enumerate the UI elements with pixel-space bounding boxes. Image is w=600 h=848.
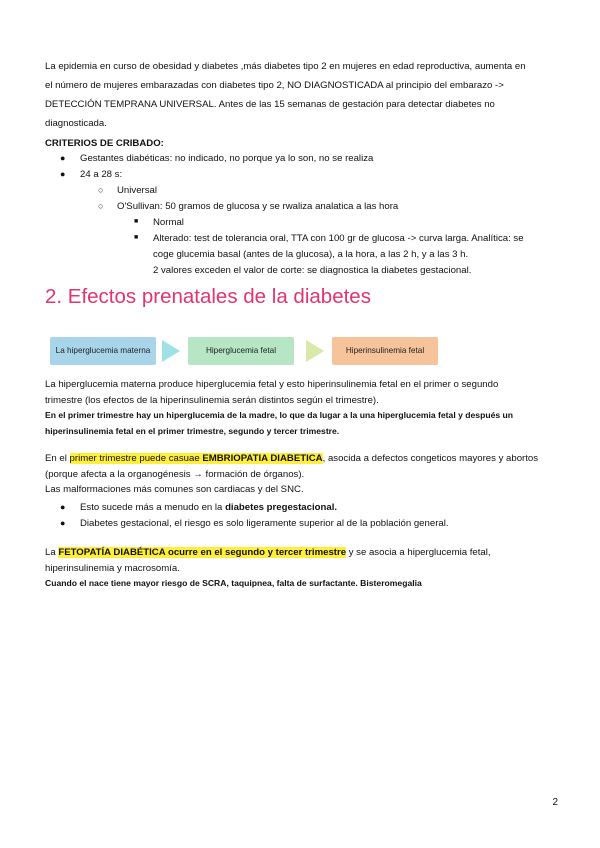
section-heading: 2. Efectos prenatales de la diabetes [45, 285, 371, 308]
paragraph-line [45, 545, 560, 561]
highlight-text: primer trimestre puede casuae [69, 453, 203, 464]
criteria-subsubitem: Alterado: test de tolerancia oral, TTA con 100 gr de glucosa -> curva larga. Analítica: se [153, 233, 524, 244]
paragraph-line: Las malformaciones más comunes son cardiacas y del SNC. [45, 484, 304, 495]
paragraph-line: La hiperglucemia materna produce hiperglucemia fetal y esto hiperinsulinemia fetal en el primer o segundo [45, 379, 499, 390]
criteria-item: 24 a 28 s: [80, 169, 123, 180]
embryopathy-item: Diabetes gestacional, el riesgo es solo ligeramente superior al de la población general. [80, 518, 449, 529]
text-run: , asocida a defectos congeticos mayores y abortos [322, 453, 539, 464]
paragraph-fetopathy [45, 545, 560, 592]
criteria-item: Gestantes diabéticas: no indicado, no porque ya lo son, no se realiza [80, 153, 374, 164]
bullet-circle: ○ [98, 201, 104, 211]
embryopathy-item [80, 500, 337, 516]
flow-box-maternal-hyperglycemia: La hiperglucemia materna [50, 337, 156, 365]
text-run: Esto sucede más a menudo en la [80, 502, 226, 513]
paragraph-embryopathy [45, 451, 560, 498]
paragraph-line: En el primer trimestre hay un hiperglucemia de la madre, lo que da lugar a la una hiperglucemia fetal y después un [45, 410, 514, 420]
arrow-right-icon [306, 340, 324, 362]
flow-box-fetal-hyperinsulinemia: Hiperinsulinemia fetal [332, 337, 438, 365]
paragraph-line: hiperinsulinemia y macrosomía. [45, 562, 180, 574]
page-number: 2 [552, 797, 558, 808]
arrow-right-icon [162, 340, 180, 362]
flow-box-fetal-hyperglycemia: Hiperglucemia fetal [188, 337, 294, 365]
intro-line: el número de mujeres embarazadas con diabetes tipo 2, NO DIAGNOSTICADA al principio del embarazo -> [45, 80, 504, 91]
bullet-dot: ● [60, 502, 66, 512]
text-run: La [45, 547, 59, 558]
paragraph-line [45, 451, 560, 467]
paragraph-line: (porque afecta a la organogénesis → formación de órganos). [45, 468, 305, 480]
text-run: y se asocia a hiperglucemia fetal, [346, 547, 491, 558]
paragraph-line: hiperinsulinemia fetal en el primer trimestre, segundo y tercer trimestre. [45, 425, 340, 436]
paragraph-line: Cuando el nace tiene mayor riesgo de SCRA, taquipnea, falta de surfactante. Bisteromegalia [45, 578, 422, 588]
intro-line: DETECCIÓN TEMPRANA UNIVERSAL. Antes de las 15 semanas de gestación para detectar diabetes no [45, 99, 495, 110]
paragraph-line: trimestre (los efectos de la hiperinsulinemia serán distintos según el trimestre). [45, 394, 379, 406]
criteria-subsubitem: Normal [153, 217, 184, 228]
highlight-bold-text: EMBRIOPATIA DIABETICA [202, 453, 323, 464]
intro-paragraph [45, 57, 560, 133]
text-run: En el [45, 453, 70, 464]
bullet-dot: ● [60, 169, 66, 179]
intro-line: diagnosticada. [45, 118, 107, 129]
paragraph-effects [45, 377, 560, 439]
criteria-subsubitem-cont: 2 valores exceden el valor de corte: se diagnostica la diabetes gestacional. [153, 265, 472, 276]
bullet-square: ■ [134, 218, 139, 225]
criteria-subitem: O'Sullivan: 50 gramos de glucosa y se rwaliza analatica a las hora [117, 201, 399, 212]
bullet-square: ■ [134, 234, 139, 241]
flow-diagram [50, 337, 560, 365]
bullet-dot: ● [60, 518, 66, 528]
criteria-subitem: Universal [117, 185, 157, 196]
bullet-dot: ● [60, 153, 66, 163]
bold-text: diabetes pregestacional. [225, 502, 338, 513]
criteria-title: CRITERIOS DE CRIBADO: [45, 138, 164, 149]
intro-line: La epidemia en curso de obesidad y diabetes ,más diabetes tipo 2 en mujeres en edad reproductiva, aumenta en [45, 61, 526, 72]
highlight-bold-text: FETOPATÍA DIABÉTICA ocurre en el segundo y tercer trimestre [58, 547, 347, 558]
criteria-subsubitem-cont: coge glucemia basal (antes de la glucosa), a la hora, a las 2 h, y a las 3 h. [153, 249, 469, 260]
bullet-circle: ○ [98, 185, 104, 195]
